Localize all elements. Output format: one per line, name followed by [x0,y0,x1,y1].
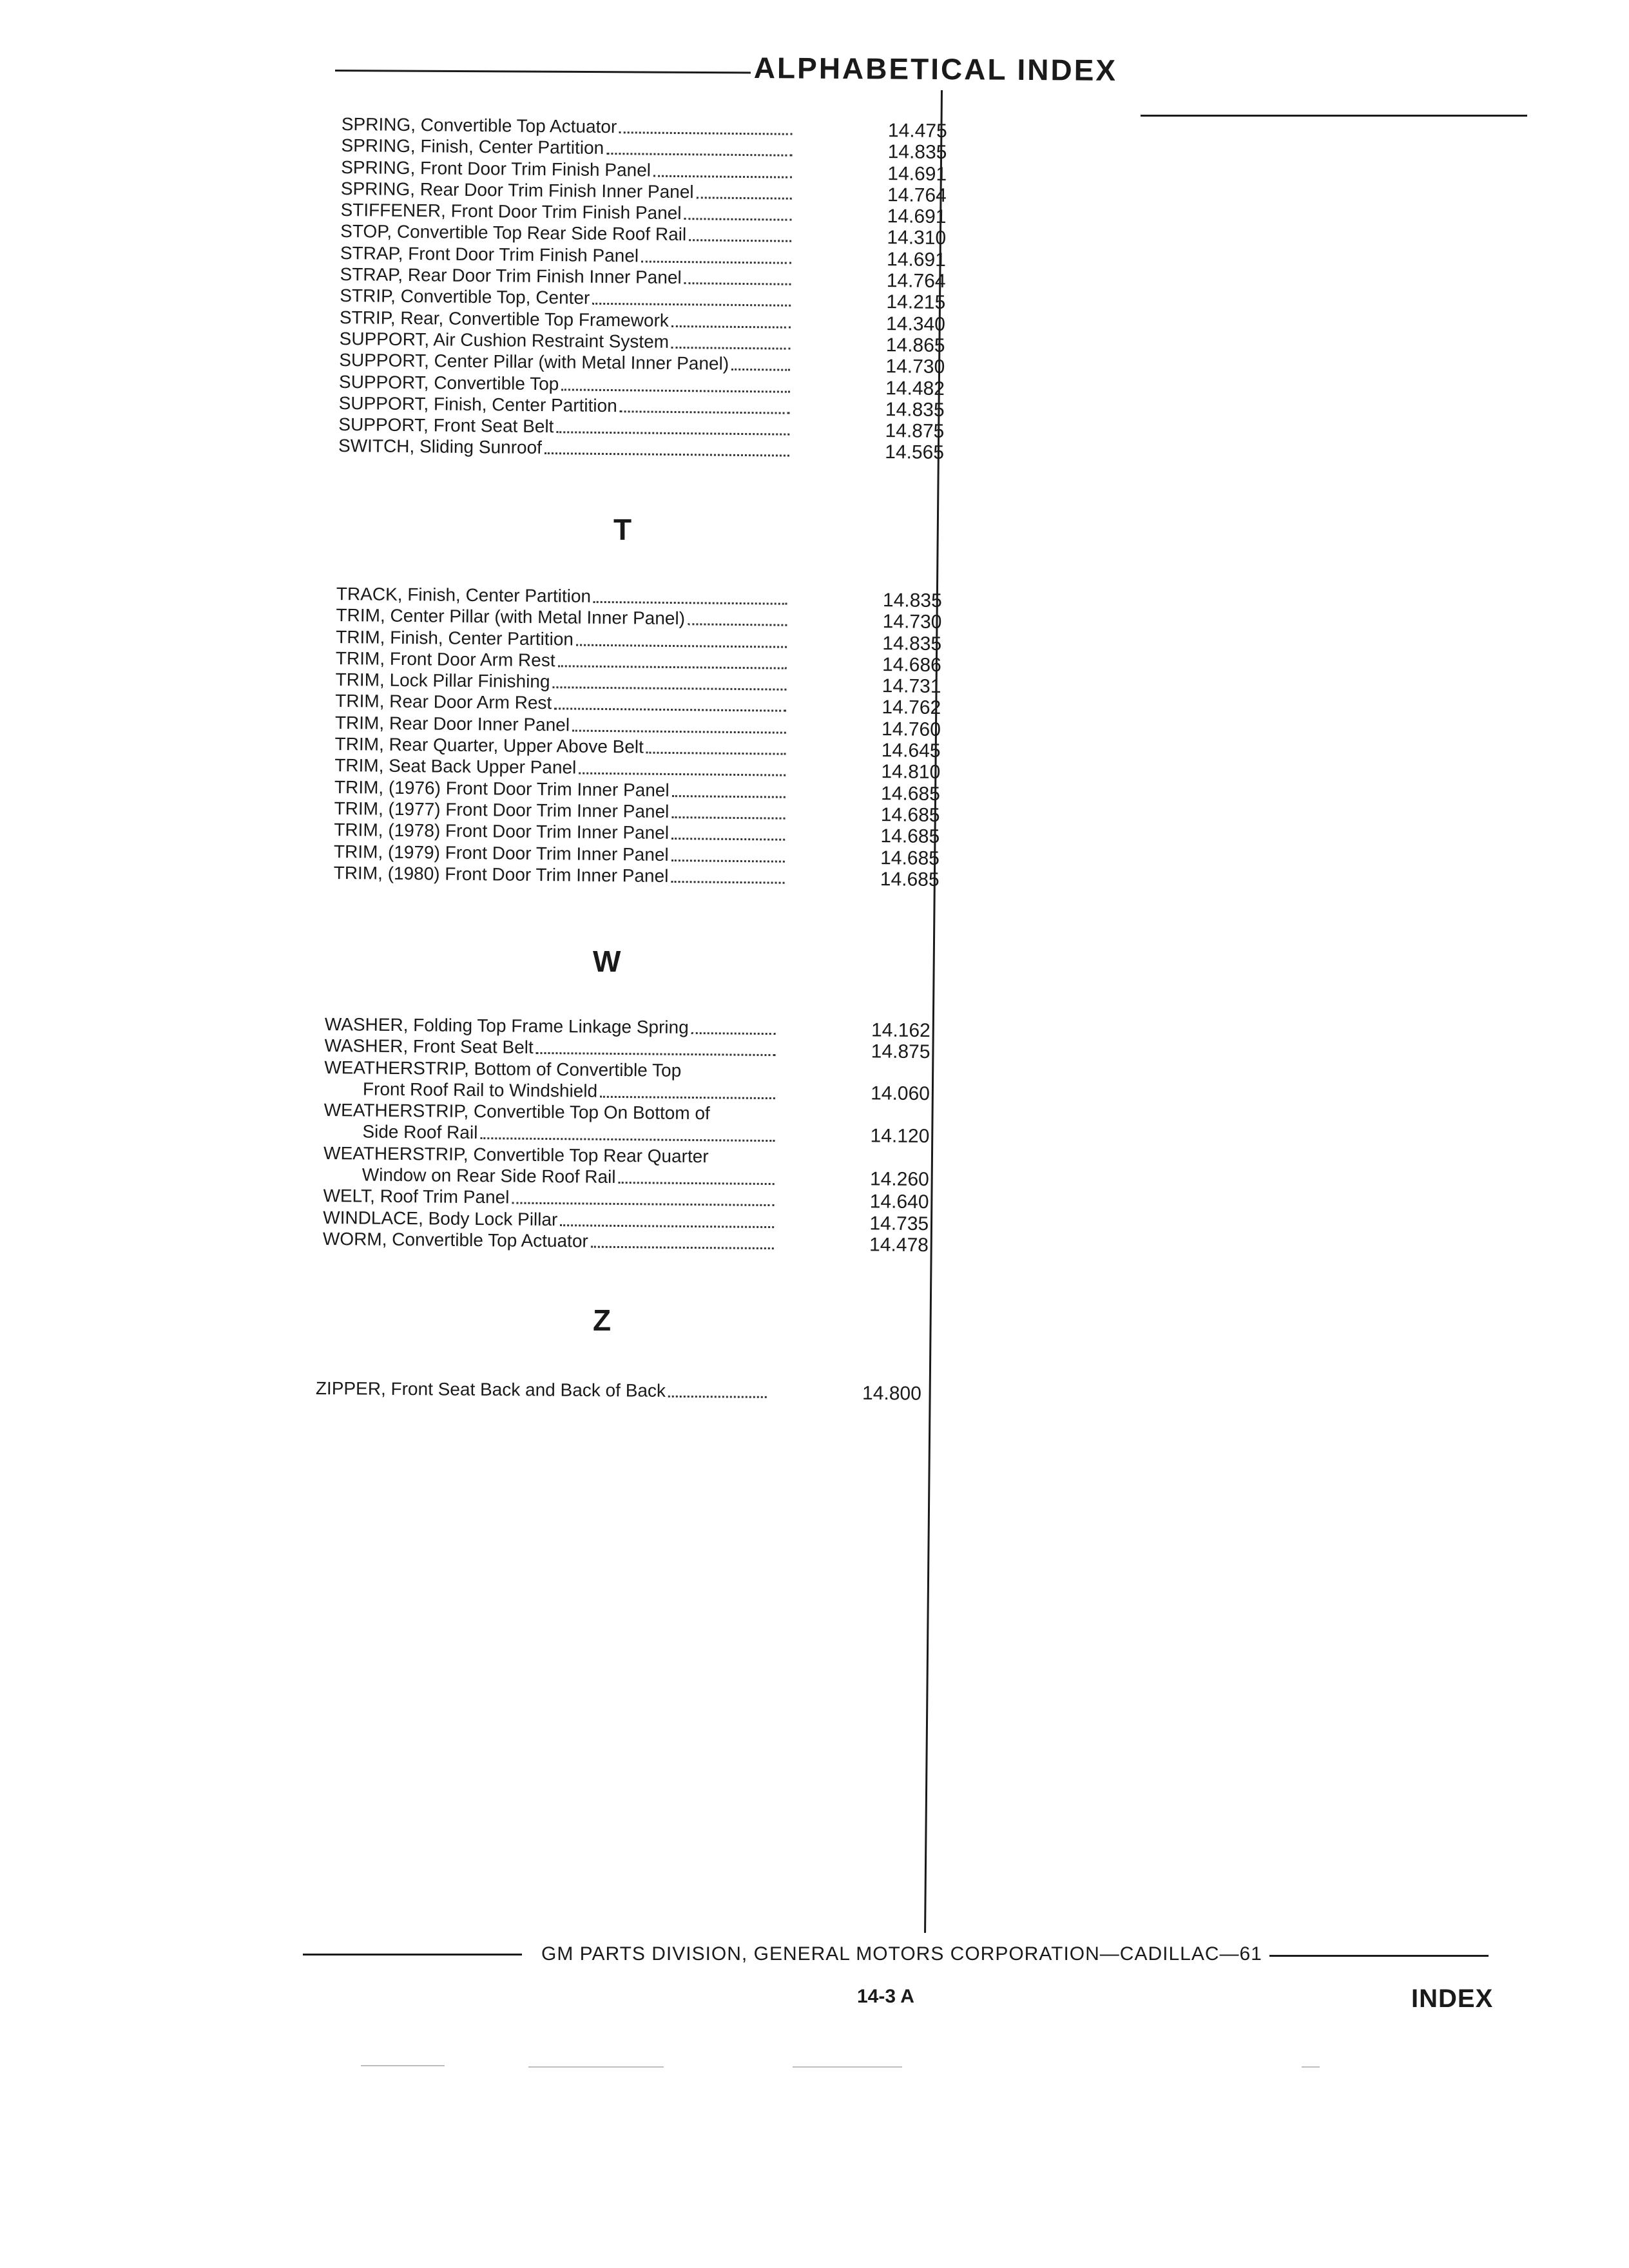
entry-description: WASHER, Folding Top Frame Linkage Spring [324,1014,689,1037]
entry-description: TRIM, (1976) Front Door Trim Inner Panel [334,776,670,800]
entry-description: ZIPPER, Front Seat Back and Back of Back [315,1378,666,1401]
entry-page-reference: 14.835 [885,398,945,421]
dot-leader [684,281,791,285]
entry-description: STRAP, Rear Door Trim Finish Inner Panel [340,264,682,288]
entry-description: WELT, Roof Trim Panel [323,1186,510,1207]
entry-description: STRIP, Rear, Convertible Top Framework [339,307,670,331]
entry-description-continued: Window on Rear Side Roof Rail [361,1164,616,1187]
entry-page-reference: 14.835 [882,632,942,655]
entry-description: WEATHERSTRIP, Convertible Top On Bottom of [323,1100,710,1124]
entries-z [316,1378,921,1403]
dot-leader [545,452,789,457]
dot-leader [556,430,789,435]
entry-description: TRIM, Rear Door Inner Panel [334,712,570,735]
entry-page-reference: 14.640 [869,1191,929,1213]
entry-page-reference: 14.685 [880,868,940,890]
entry-page-reference: 14.810 [881,761,941,783]
dot-leader [731,367,790,371]
entry-description: TRIM, Lock Pillar Finishing [335,669,550,692]
dot-leader [591,1245,774,1249]
entry-page-reference: 14.730 [885,356,945,378]
section-s [338,113,947,463]
index-entry [316,1378,921,1403]
entry-page-reference: 14.120 [870,1125,930,1148]
dot-leader [671,324,791,329]
entry-page-reference: 14.764 [887,184,947,206]
entry-page-reference: 14.691 [886,248,947,271]
section-z [316,1378,921,1403]
dot-leader [480,1136,775,1142]
entry-page-reference: 14.800 [862,1382,921,1405]
entry-page-reference: 14.685 [880,782,941,805]
entry-description: TRACK, Finish, Center Partition [336,583,592,606]
entry-page-reference: 14.875 [871,1041,930,1063]
entry-page-reference: 14.730 [882,611,942,633]
entry-description: STOP, Convertible Top Rear Side Roof Rail [340,221,687,245]
entry-description: SUPPORT, Center Pillar (with Metal Inner Panel) [339,350,729,374]
dot-leader [691,1031,776,1035]
footer-rule-right [1269,1955,1489,1957]
entry-page-reference: 14.340 [885,312,946,335]
entry-description: TRIM, Rear Quarter, Upper Above Belt [334,734,644,757]
dot-leader [671,345,791,350]
entry-page-reference: 14.310 [887,227,947,249]
dot-leader [668,1394,767,1398]
dot-leader [653,173,792,178]
entry-description: TRIM, Seat Back Upper Panel [334,755,577,778]
dot-leader [572,728,786,733]
entry-page-reference: 14.565 [885,441,945,464]
entry-description: SUPPORT, Convertible Top [338,371,559,394]
entries-w [323,1014,930,1254]
index-entry [323,1099,930,1148]
entry-description: TRIM, (1980) Front Door Trim Inner Panel [333,862,669,886]
entry-description: TRIM, (1979) Front Door Trim Inner Panel [333,841,669,865]
entry-description: TRIM, Finish, Center Partition [336,626,574,649]
entry-description: WORM, Convertible Top Actuator [322,1228,588,1251]
entry-page-reference: 14.760 [881,718,941,740]
entry-page-reference: 14.764 [886,270,946,293]
entry-description: SPRING, Rear Door Trim Finish Inner Panel [340,178,694,202]
dot-leader [688,622,787,626]
scan-smudge [361,2065,445,2066]
entry-description: STRAP, Front Door Trim Finish Panel [340,242,639,266]
scan-smudge [528,2066,664,2068]
index-entry [324,1057,930,1105]
entry-page-reference: 14.875 [885,420,945,443]
entry-page-reference: 14.478 [869,1234,929,1256]
dot-leader [535,1051,775,1056]
dot-leader [579,771,786,776]
dot-leader [576,642,787,648]
letter-heading-t: T [613,513,632,546]
entry-page-reference: 14.215 [886,291,946,314]
entries-s [338,113,947,463]
entry-page-reference: 14.835 [882,590,942,612]
entry-description: STRIP, Convertible Top, Center [340,285,590,309]
entry-page-reference: 14.645 [881,740,941,762]
entry-description: SPRING, Convertible Top Actuator [341,113,617,137]
dot-leader [671,836,785,841]
entry-page-reference: 14.060 [871,1082,930,1104]
entry-description: WEATHERSTRIP, Convertible Top Rear Quarter [323,1142,709,1166]
dot-leader [641,259,791,264]
dot-leader [672,794,786,798]
dot-leader [697,195,792,199]
dot-leader [600,1094,775,1099]
entry-description: SPRING, Front Door Trim Finish Panel [341,157,651,180]
page-title: ALPHABETICAL INDEX [753,50,1118,87]
entry-description: WINDLACE, Body Lock Pillar [323,1207,558,1229]
entry-page-reference: 14.685 [880,804,940,826]
entry-page-reference: 14.686 [882,654,941,676]
dot-leader [554,707,786,712]
scan-smudge [1302,2066,1320,2068]
dot-leader [619,130,793,135]
entry-description: TRIM, Front Door Arm Rest [335,648,555,671]
entry-page-reference: 14.482 [885,377,945,399]
dot-leader [592,302,791,307]
entry-page-reference: 14.685 [880,847,940,869]
letter-heading-w: W [593,945,621,978]
page-number: 14-3 A [857,1986,914,2007]
entry-page-reference: 14.162 [871,1019,930,1042]
dot-leader [672,815,786,820]
entry-description: WASHER, Front Seat Belt [324,1035,534,1058]
dot-leader [671,879,785,884]
entry-description: TRIM, (1977) Front Door Trim Inner Panel [334,798,670,822]
dot-leader [560,1223,774,1228]
entry-description: STIFFENER, Front Door Trim Finish Panel [340,200,682,224]
entry-page-reference: 14.762 [882,697,941,719]
footer-publisher: GM PARTS DIVISION, GENERAL MOTORS CORPORATION—CADILLAC—61 [541,1943,1262,1965]
entry-page-reference: 14.475 [887,120,947,142]
entry-page-reference: 14.691 [887,162,947,185]
entry-description: SUPPORT, Front Seat Belt [338,414,554,437]
dot-leader [606,151,792,157]
section-t [334,583,942,889]
entry-description: TRIM, Center Pillar (with Metal Inner Panel) [336,605,686,629]
entry-description: TRIM, (1978) Front Door Trim Inner Panel [334,820,670,843]
entry-page-reference: 14.691 [887,206,947,228]
dot-leader [558,664,787,669]
footer-section-label: INDEX [1411,1984,1494,2013]
entry-page-reference: 14.865 [885,334,945,356]
letter-heading-z: Z [593,1303,612,1337]
entry-description: SUPPORT, Finish, Center Partition [338,392,617,416]
footer-rule-left [303,1954,522,1956]
entry-page-reference: 14.735 [869,1213,929,1235]
dot-leader [620,409,790,414]
entry-page-reference: 14.835 [887,141,947,164]
scan-smudge [793,2066,902,2068]
header-rule-left [335,70,751,73]
entry-description: SPRING, Finish, Center Partition [341,135,604,159]
entry-page-reference: 14.260 [869,1168,929,1190]
entry-page-reference: 14.685 [880,825,940,848]
dot-leader [561,387,790,392]
dot-leader [689,238,791,243]
index-entry [323,1142,930,1191]
entry-description: SUPPORT, Air Cushion Restraint System [339,328,670,352]
entry-description-continued: Side Roof Rail [362,1121,478,1143]
entry-description-continued: Front Roof Rail to Windshield [362,1079,598,1101]
entry-page-reference: 14.731 [882,675,941,698]
entry-description: WEATHERSTRIP, Bottom of Convertible Top [324,1057,682,1081]
header-rule-right [1141,115,1527,117]
dot-leader [646,751,786,755]
dot-leader [671,858,785,863]
index-entry [323,1228,929,1254]
dot-leader [512,1201,774,1207]
entry-description: TRIM, Rear Door Arm Rest [335,691,552,713]
section-w [323,1014,930,1254]
entry-description: SWITCH, Sliding Sunroof [338,436,543,458]
dot-leader [552,685,786,690]
dot-leader [593,600,787,605]
dot-leader [684,216,791,221]
dot-leader [619,1180,775,1185]
entries-t [334,583,942,889]
